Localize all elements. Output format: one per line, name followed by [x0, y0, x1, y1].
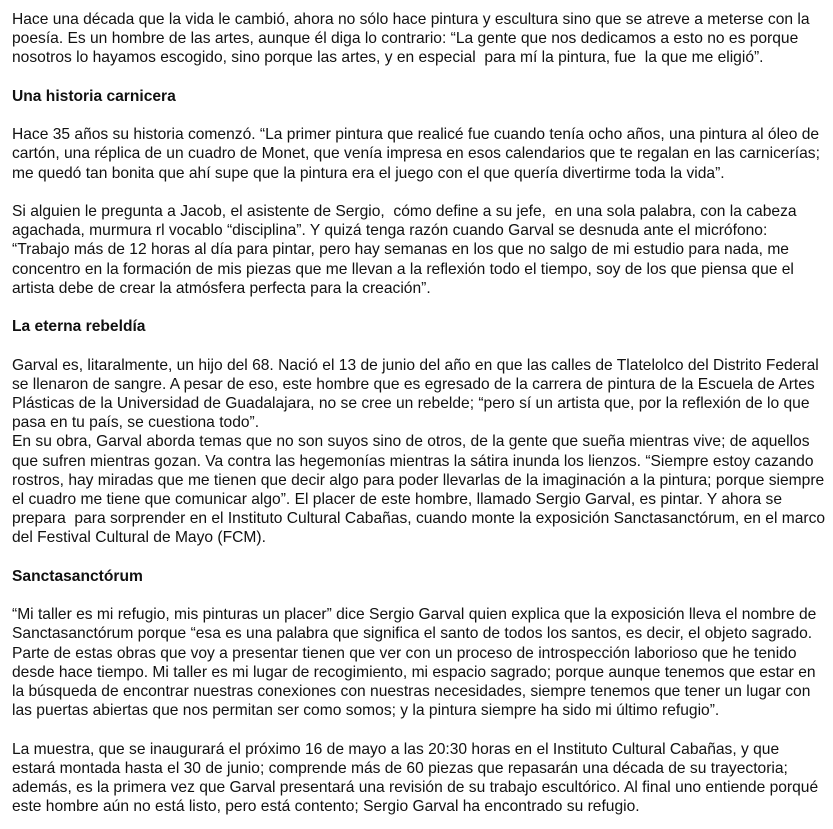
text-line: Plásticas de la Universidad de Guadalajara, no se cree un rebelde; “pero sí un artista que, por la reflexión de lo que: [12, 394, 810, 412]
paragraph-historia: [12, 125, 827, 183]
text-line: del Festival Cultural de Mayo (FCM).: [12, 529, 266, 547]
text-line: Garval es, litaralmente, un hijo del 68. Nació el 13 de junio del año en que las calles de Tlatelolco del Distrito Federal: [12, 356, 819, 374]
section-heading-sanctasanctorum: Sanctasanctórum: [12, 567, 143, 585]
text-line: artista debe de crear la atmósfera perfecta para la creación”.: [12, 279, 431, 297]
section-heading-historia-carnicera: Una historia carnicera: [12, 87, 176, 105]
text-line: Si alguien le pregunta a Jacob, el asistente de Sergio, cómo define a su jefe, en una sola palabra, con la cabeza: [12, 202, 797, 220]
text-line: que sufren mientras gozan. Va contra las hegemonías mientras la sátira inunda los lienzos. “Siempre estoy cazando: [12, 452, 814, 470]
text-line: además, es la primera vez que Garval presentará una revisión de su trabajo escultórico. Al final uno entiende porqué: [12, 779, 819, 796]
text-line: la búsqueda de encontrar nuestras conexiones con nuestras necesidades, siempre tenemos que tener un lugar con: [12, 683, 811, 700]
paragraph-intro: [12, 10, 827, 68]
paragraph-mi-taller: [12, 605, 827, 720]
text-line: agachada, murmura rl vocablo “disciplina”. Y quizá tenga razón cuando Garval se desnuda ante el micrófono:: [12, 222, 768, 240]
text-line: las puertas abiertas que nos permitan ser como somos; y la pintura siempre ha sido mi último refugio”.: [12, 702, 720, 720]
text-line: cartón, una réplica de un cuadro de Monet, que venía impresa en esos calendarios que te regalan en las carnicerías;: [12, 145, 820, 163]
text-line: La muestra, que se inaugurará el próximo 16 de mayo a las 20:30 horas en el Instituto Cultural Cabañas, y que: [12, 740, 780, 758]
paragraph-disciplina: [12, 202, 827, 298]
paragraph-su-obra: [12, 432, 827, 547]
text-line: concentro en la formación de mis piezas que me llevan a la reflexión todo el tiempo, soy de los que piensa que el: [12, 260, 794, 278]
paragraph-la-muestra: [12, 740, 827, 817]
text-line: “Mi taller es mi refugio, mis pinturas un placer” dice Sergio Garval quien explica que la exposición lleva el nombre de: [12, 606, 817, 624]
paragraph-hijo-del-68: [12, 356, 827, 433]
section-heading-eterna-rebeldia: La eterna rebeldía: [12, 318, 146, 336]
text-line: Hace una década que la vida le cambió, ahora no sólo hace pintura y escultura sino que se atreve a meterse con la: [12, 11, 810, 28]
text-line: “Trabajo más de 12 horas al día para pintar, pero hay semanas en los que no salgo de mi estudio para nada, me: [12, 241, 789, 259]
article: [12, 10, 827, 816]
text-line: Hace 35 años su historia comenzó. “La primer pintura que realicé fue cuando tenía ocho años, una pintura al óleo de: [12, 126, 820, 144]
text-line: prepara para sorprender en el Instituto Cultural Cabañas, cuando monte la exposición Sanctasanctórum, en el marco: [12, 510, 826, 528]
text-line: Parte de estas obras que voy a presentar tienen que ver con un proceso de introspección laborioso que he tenido: [12, 644, 797, 662]
text-line: el cuadro me tiene que comunicar algo”. El placer de este hombre, llamado Sergio Garval, es pintar. Y ahora se: [12, 491, 783, 508]
text-line: me quedó tan bonita que ahí supe que la pintura era el juego con el que quería divertirme toda la vida”.: [12, 164, 725, 182]
text-line: En su obra, Garval aborda temas que no son suyos sino de otros, de la gente que sueña mientras vive; de aquellos: [12, 433, 810, 451]
text-line: se llenaron de sangre. A pesar de eso, este hombre que es egresado de la carrera de pintura de la Escuela de Artes: [12, 375, 815, 393]
text-line: estará montada hasta el 30 de junio; comprende más de 60 piezas que repasarán una década de su trayectoria;: [12, 759, 788, 777]
text-line: pasa en tu país, se cuestiona todo”.: [12, 414, 260, 432]
text-line: desde hace tiempo. Mi taller es mi lugar de recogimiento, mi espacio sagrado; porque aunque tenemos que estar en: [12, 663, 816, 681]
text-line: este hombre aún no está listo, pero está contento; Sergio Garval ha encontrado su refugio.: [12, 798, 640, 816]
text-line: rostros, hay miradas que me tienen que decir algo para poder llevarlas de la imaginación a la pintura; porque siempre: [12, 471, 825, 489]
text-line: poesía. Es un hombre de las artes, aunque él diga lo contrario: “La gente que nos dedicamos a esto no es porque: [12, 30, 799, 48]
text-line: nosotros lo hayamos escogido, sino porque las artes, y en especial para mí la pintura, fue la que me eligió”.: [12, 49, 764, 67]
text-line: Sanctasanctórum porque “esa es una palabra que significa el santo de todos los santos, es decir, el objeto sagrado.: [12, 625, 813, 643]
